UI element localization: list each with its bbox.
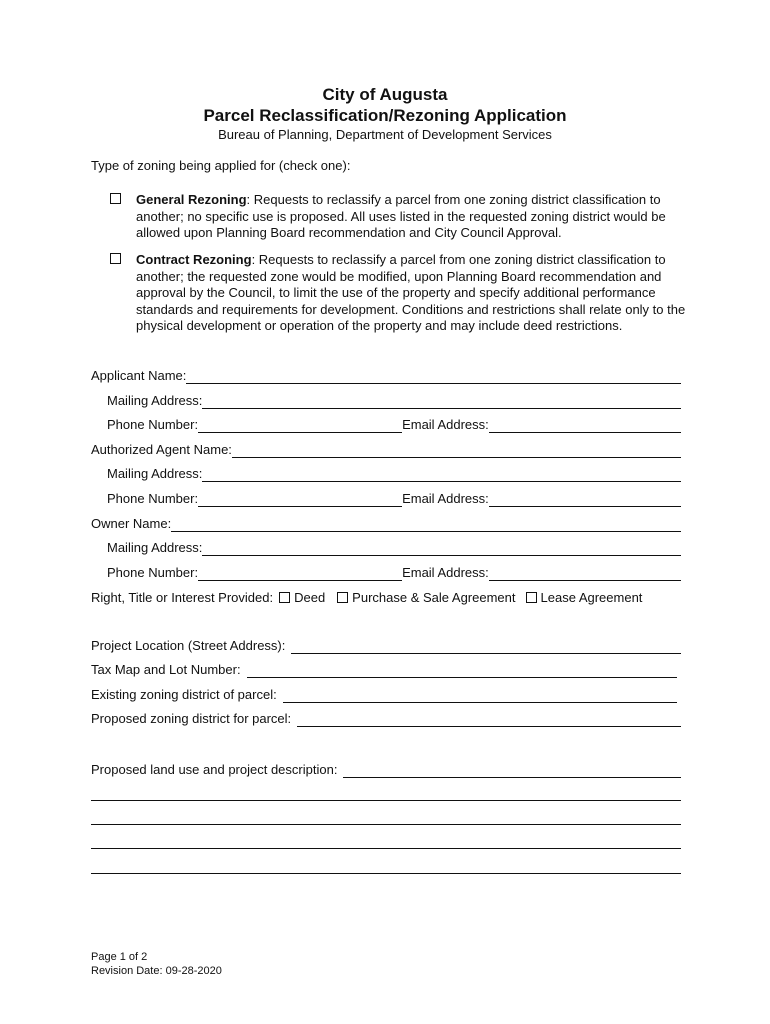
description-line[interactable] (91, 873, 681, 874)
revision-date: Revision Date: 09-28-2020 (91, 965, 222, 977)
department-subtitle: Bureau of Planning, Department of Development Services (218, 127, 552, 142)
proposed-zoning-field[interactable] (297, 712, 681, 727)
land-use-label: Proposed land use and project description: (91, 762, 338, 777)
applicant-mailing-field[interactable] (202, 394, 681, 409)
deed-checkbox[interactable] (279, 592, 290, 603)
applicant-phone-field[interactable] (198, 418, 402, 433)
purchase-sale-checkbox[interactable] (337, 592, 348, 603)
agent-mailing-row (107, 466, 681, 482)
city-title: City of Augusta (322, 85, 448, 104)
tax-map-label: Tax Map and Lot Number: (91, 662, 241, 677)
owner-phone-field[interactable] (198, 566, 402, 581)
applicant-email-label: Email Address: (402, 417, 489, 432)
tax-map-field[interactable] (247, 663, 677, 678)
existing-zoning-field[interactable] (283, 688, 677, 703)
project-location-field[interactable] (291, 639, 681, 654)
existing-zoning-row (91, 687, 677, 703)
agent-name-field[interactable] (232, 443, 681, 458)
description-line[interactable] (91, 824, 681, 825)
contract-rezoning-checkbox[interactable] (110, 253, 121, 264)
applicant-mailing-row (107, 393, 681, 409)
project-location-label: Project Location (Street Address): (91, 638, 286, 653)
owner-name-label: Owner Name: (91, 516, 172, 531)
applicant-name-row (91, 368, 681, 384)
land-use-row (91, 762, 681, 778)
proposed-zoning-row (91, 711, 681, 727)
contract-rezoning-label: Contract Rezoning (136, 252, 252, 267)
lease-checkbox[interactable] (526, 592, 537, 603)
applicant-contact-row (107, 417, 681, 433)
agent-contact-row (107, 491, 681, 507)
description-line[interactable] (91, 848, 681, 849)
applicant-name-field[interactable] (186, 369, 681, 384)
zoning-type-prompt: Type of zoning being applied for (check one): (91, 158, 351, 173)
general-rezoning-description: : Requests to reclassify a parcel from one zoning district classification to another; no specific use is proposed. All uses listed in the requested zoning district would be allowed upon Planning Board recommendation and City Council Approval. (136, 192, 666, 241)
purchase-sale-label: Purchase & Sale Agreement (352, 590, 516, 605)
project-location-row (91, 638, 681, 654)
agent-phone-label: Phone Number: (107, 491, 199, 506)
owner-email-label: Email Address: (402, 565, 489, 580)
form-title: Parcel Reclassification/Rezoning Application (203, 106, 567, 125)
existing-zoning-label: Existing zoning district of parcel: (91, 687, 277, 702)
tax-map-row (91, 662, 677, 678)
applicant-email-field[interactable] (489, 418, 681, 433)
agent-email-field[interactable] (489, 492, 681, 507)
page-footer (91, 950, 222, 978)
land-use-field[interactable] (343, 763, 681, 778)
applicant-phone-label: Phone Number: (107, 417, 199, 432)
proposed-zoning-label: Proposed zoning district for parcel: (91, 711, 292, 726)
agent-phone-field[interactable] (198, 492, 402, 507)
deed-label: Deed (294, 590, 326, 605)
agent-mailing-field[interactable] (202, 467, 681, 482)
right-title-row (91, 590, 691, 606)
agent-email-label: Email Address: (402, 491, 489, 506)
applicant-mailing-label: Mailing Address: (107, 393, 203, 408)
owner-mailing-label: Mailing Address: (107, 540, 203, 555)
agent-name-label: Authorized Agent Name: (91, 442, 232, 457)
contract-rezoning-description: : Requests to reclassify a parcel from one zoning district classification to another; the requested zone would be modified, upon Planning Board recommendation and approval by the Council, to limit the use of the property and specify additional performance standards and requirements for development. Conditions and restrictions shall relate only to the physical development or operation of the property and may include deed restrictions. (136, 252, 686, 334)
page-number: Page 1 of 2 (91, 951, 148, 963)
agent-mailing-label: Mailing Address: (107, 466, 203, 481)
owner-contact-row (107, 565, 681, 581)
general-rezoning-label: General Rezoning (136, 192, 247, 207)
right-title-label: Right, Title or Interest Provided: (91, 590, 274, 605)
owner-email-field[interactable] (489, 566, 681, 581)
owner-name-row (91, 516, 681, 532)
general-rezoning-checkbox[interactable] (110, 193, 121, 204)
lease-label: Lease Agreement (540, 590, 643, 605)
document-header (0, 84, 770, 144)
owner-name-field[interactable] (171, 517, 681, 532)
owner-phone-label: Phone Number: (107, 565, 199, 580)
applicant-name-label: Applicant Name: (91, 368, 187, 383)
description-line[interactable] (91, 800, 681, 801)
agent-name-row (91, 442, 681, 458)
owner-mailing-field[interactable] (202, 541, 681, 556)
owner-mailing-row (107, 540, 681, 556)
